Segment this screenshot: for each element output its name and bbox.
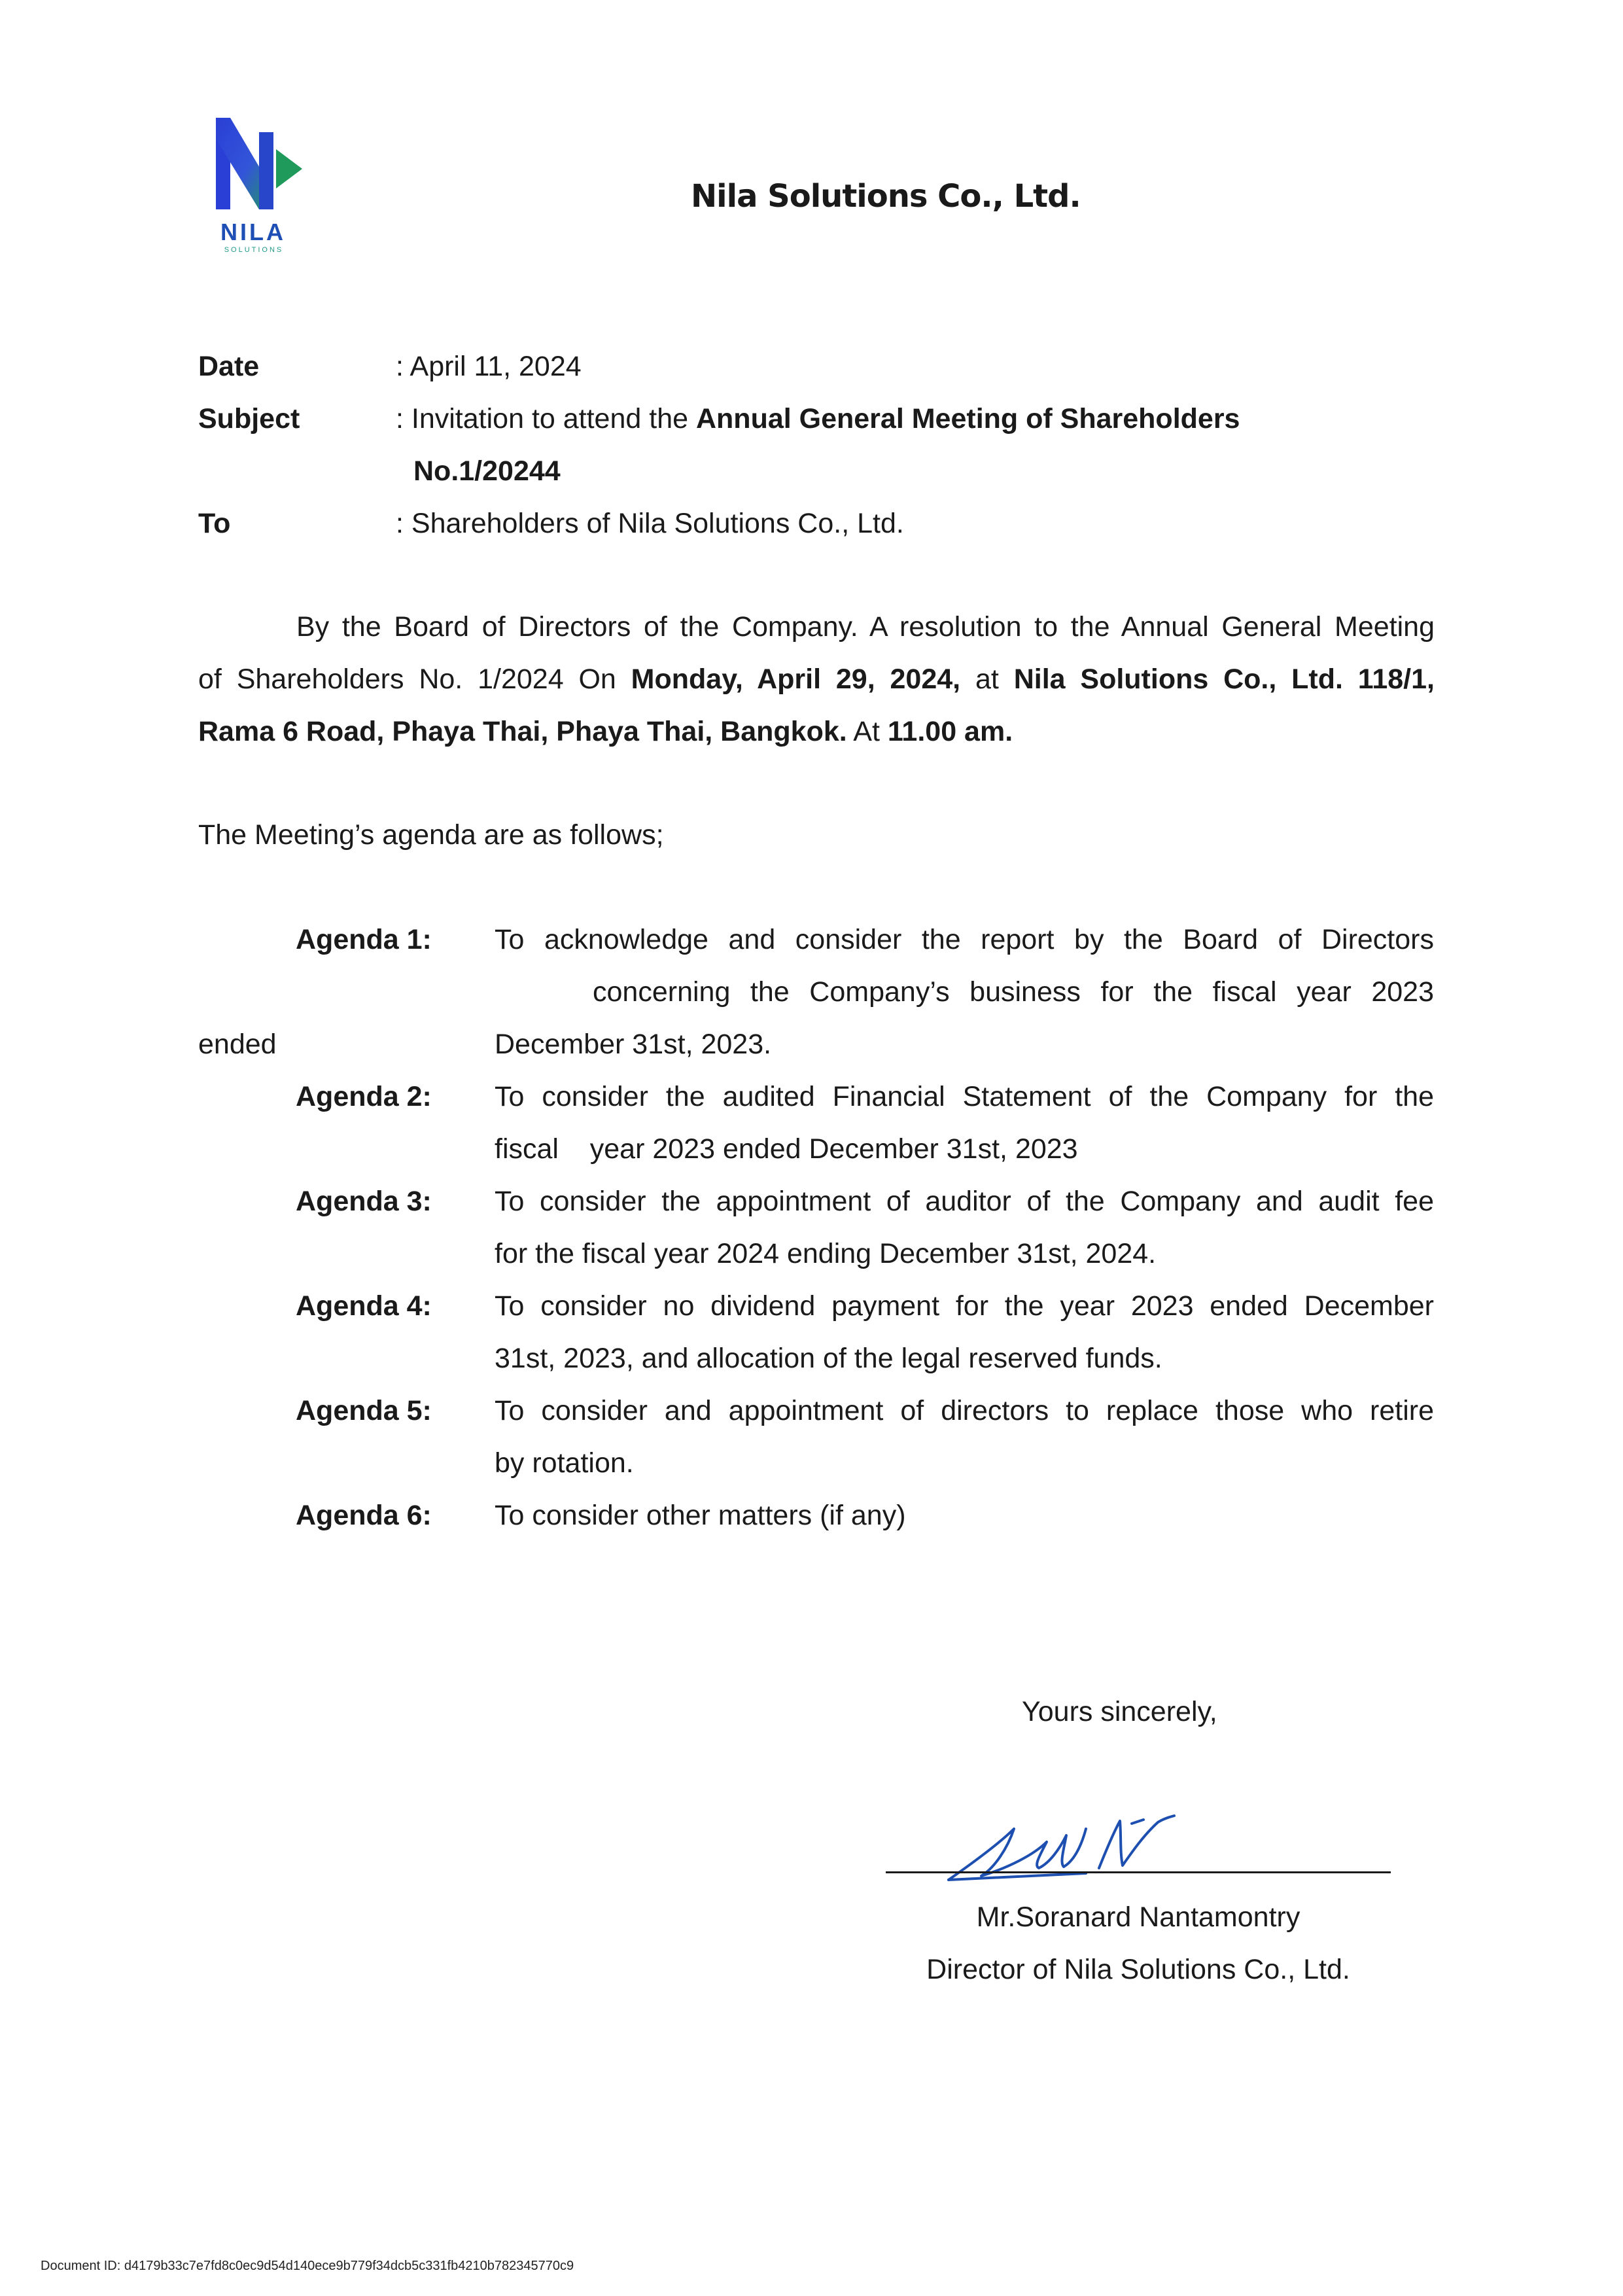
signatory-name: Mr.Soranard Nantamontry bbox=[976, 1901, 1300, 1933]
agenda-5-label: Agenda 5: bbox=[296, 1395, 432, 1426]
agenda-4-line-1: To consider no dividend payment for the year 2023 ended December bbox=[495, 1290, 1434, 1322]
subject-plain: : Invitation to attend the bbox=[396, 403, 696, 434]
agenda-1-line-3: December 31st, 2023. bbox=[495, 1029, 772, 1060]
handwritten-signature bbox=[935, 1803, 1178, 1888]
agenda-3-line-2: for the fiscal year 2024 ending December 31st, 2024. bbox=[495, 1238, 1157, 1269]
agenda-4-line-2: 31st, 2023, and allocation of the legal reserved funds. bbox=[495, 1343, 1162, 1374]
signatory-title: Director of Nila Solutions Co., Ltd. bbox=[926, 1954, 1350, 1985]
meeting-venue: Nila Solutions Co., Ltd. 118/1, bbox=[1013, 663, 1435, 695]
agenda-5-line-2: by rotation. bbox=[495, 1447, 634, 1479]
intro-text: at bbox=[960, 663, 1014, 695]
subject-value bbox=[396, 402, 1240, 436]
agenda-1-line-2: concerning the Company’s business for the fiscal year 2023 bbox=[593, 976, 1434, 1008]
to-label: To bbox=[198, 508, 231, 539]
subject-bold: Annual General Meeting of Shareholders bbox=[695, 403, 1240, 434]
agenda-3-line-1: To consider the appointment of auditor of the Company and audit fee bbox=[495, 1186, 1434, 1217]
agenda-5-line-1: To consider and appointment of directors to replace those who retire bbox=[495, 1395, 1434, 1426]
agenda-1-label: Agenda 1: bbox=[296, 924, 432, 955]
agenda-2-label: Agenda 2: bbox=[296, 1081, 432, 1112]
intro-line-2 bbox=[198, 662, 1435, 696]
agenda-1-ended: ended bbox=[198, 1029, 277, 1060]
agenda-4-label: Agenda 4: bbox=[296, 1290, 432, 1322]
date-label: Date bbox=[198, 351, 260, 382]
meeting-address: Rama 6 Road, Phaya Thai, Phaya Thai, Bangkok. bbox=[198, 716, 847, 747]
date-value: : April 11, 2024 bbox=[396, 351, 582, 382]
document-id: Document ID: d4179b33c7e7fd8c0ec9d54d140ece9b779f34dcb5c331fb4210b782345770c9 bbox=[41, 2259, 574, 2273]
agenda-intro: The Meeting’s agenda are as follows; bbox=[198, 819, 664, 851]
intro-text: At bbox=[846, 716, 888, 747]
intro-text: of Shareholders No. 1/2024 On bbox=[198, 663, 631, 695]
company-title: Nila Solutions Co., Ltd. bbox=[691, 178, 1081, 215]
agenda-3-label: Agenda 3: bbox=[296, 1186, 432, 1217]
subject-meeting-number: No.1/20244 bbox=[413, 455, 561, 487]
subject-label: Subject bbox=[198, 403, 300, 434]
closing-sincerely: Yours sincerely, bbox=[1022, 1696, 1217, 1727]
signature-line bbox=[886, 1871, 1391, 1873]
meeting-time: 11.00 am. bbox=[887, 716, 1013, 747]
intro-line-1: By the Board of Directors of the Company. A resolution to the Annual General Meeting bbox=[296, 611, 1435, 643]
to-value: : Shareholders of Nila Solutions Co., Ltd. bbox=[396, 508, 904, 539]
agenda-6-label: Agenda 6: bbox=[296, 1500, 432, 1531]
signature-icon bbox=[935, 1803, 1178, 1888]
meeting-date: Monday, April 29, 2024, bbox=[631, 663, 961, 695]
agenda-6-line-1: To consider other matters (if any) bbox=[495, 1500, 906, 1531]
logo-subtitle: SOLUTIONS bbox=[224, 246, 284, 254]
intro-line-3 bbox=[198, 715, 1435, 749]
agenda-2-line-2: fiscal year 2023 ended December 31st, 2023 bbox=[495, 1133, 1078, 1165]
agenda-1-line-1: To acknowledge and consider the report by the Board of Directors bbox=[495, 924, 1434, 955]
agenda-2-line-1: To consider the audited Financial Statement of the Company for the bbox=[495, 1081, 1434, 1112]
logo-wordmark: NILA bbox=[220, 219, 286, 245]
nila-logo-mark-icon bbox=[211, 113, 309, 217]
